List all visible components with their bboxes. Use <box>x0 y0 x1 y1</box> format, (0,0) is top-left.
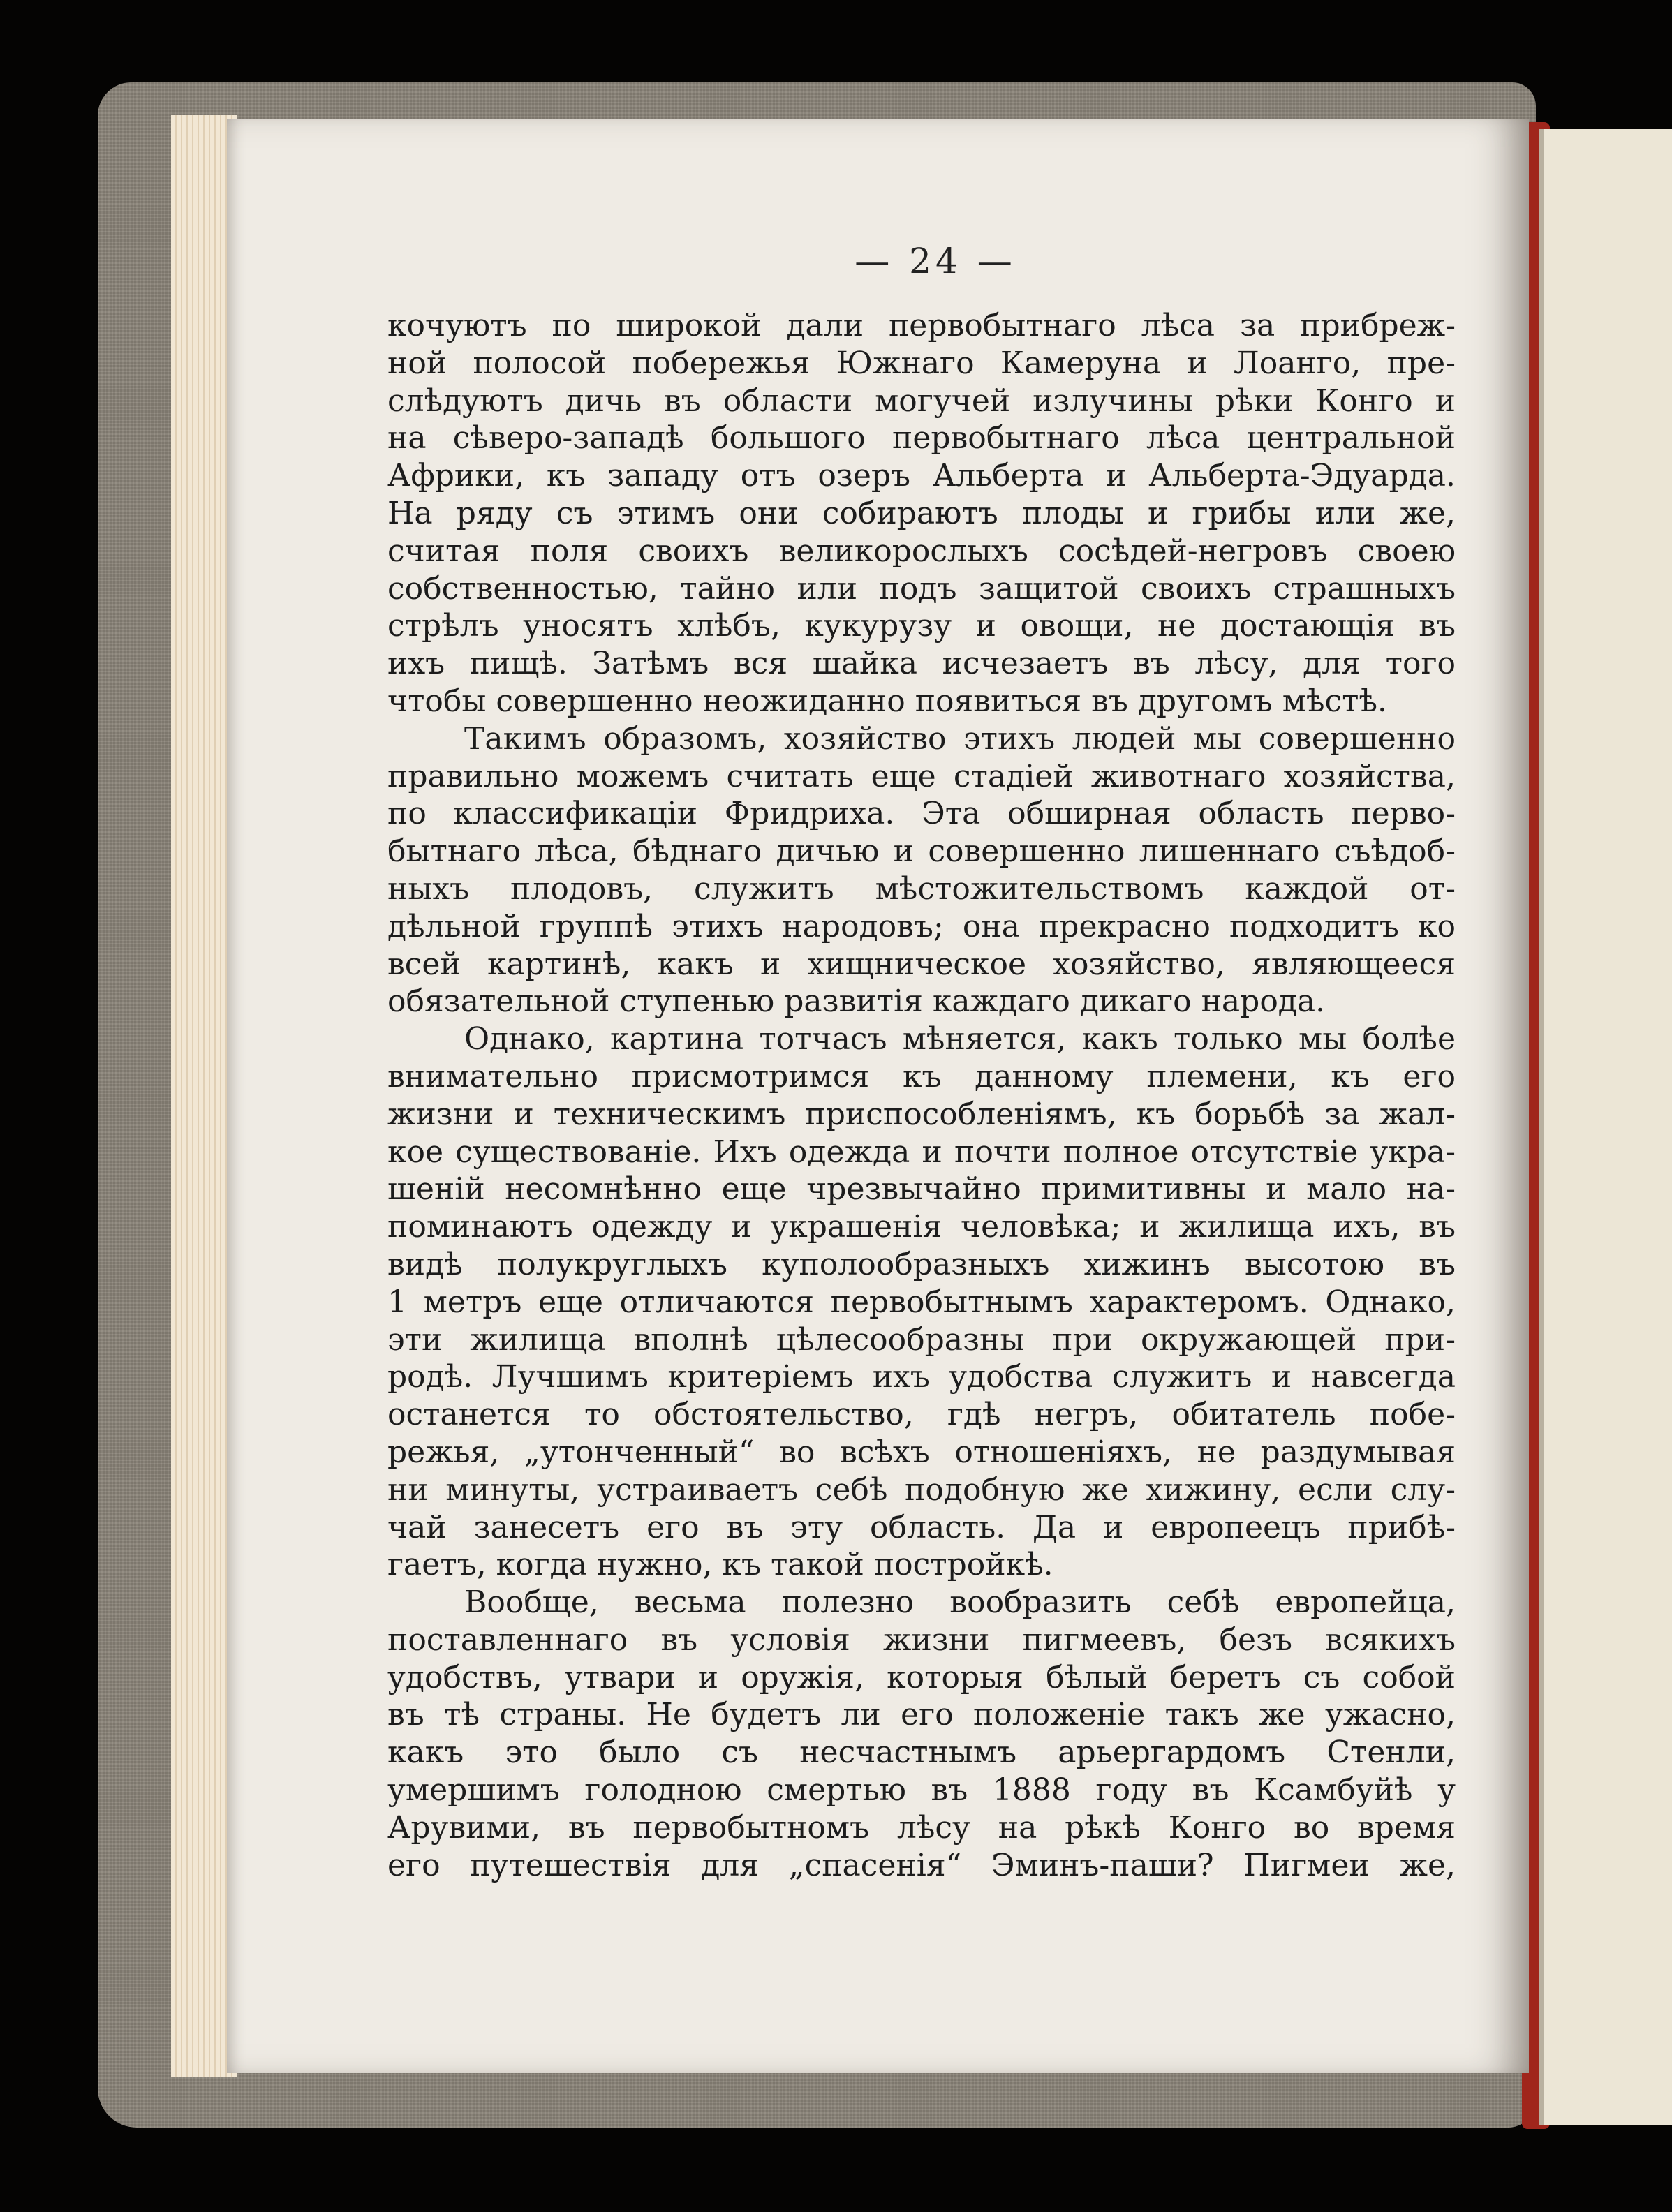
text-line: внимательно присмотримся къ данному племени, къ его <box>387 1058 1456 1094</box>
text-line: слѣдуютъ дичь въ области могучей излучины рѣки Конго и <box>387 383 1456 419</box>
text-line: его путешествія для „спасенія“ Эминъ-паши? Пигмеи же, <box>387 1847 1456 1883</box>
text-line: видѣ полукруглыхъ куполообразныхъ хижинъ высотою въ <box>387 1246 1456 1282</box>
body-text <box>387 307 1456 1884</box>
text-line: Арувими, въ первобытномъ лѣсу на рѣкѣ Конго во время <box>387 1809 1456 1846</box>
text-line: Вообще, весьма полезно вообразить себѣ европейца, <box>464 1584 1456 1621</box>
text-line: поставленнаго въ условія жизни пигмеевъ, безъ всякихъ <box>387 1621 1456 1658</box>
text-line: жизни и техническимъ приспособленіямъ, къ борьбѣ за жал- <box>387 1096 1456 1132</box>
text-line: чай занесетъ его въ эту область. Да и европеецъ прибѣ- <box>387 1509 1456 1545</box>
text-line: какъ это было съ несчастнымъ арьергардомъ Стенли, <box>387 1735 1456 1771</box>
text-line: дѣльной группѣ этихъ народовъ; она прекрасно подходитъ ко <box>387 908 1456 944</box>
text-line: ни минуты, устраиваетъ себѣ подобную же хижину, если слу- <box>387 1471 1456 1508</box>
text-line: ной полосой побережья Южнаго Камеруна и Лоанго, пре- <box>387 345 1456 381</box>
text-line: считая поля своихъ великорослыхъ сосѣдей-негровъ своею <box>387 533 1456 569</box>
text-line: кое существованіе. Ихъ одежда и почти полное отсутствіе укра- <box>387 1134 1456 1170</box>
text-line: бытнаго лѣса, бѣднаго дичью и совершенно лишеннаго съѣдоб- <box>387 833 1456 870</box>
text-line: Такимъ образомъ, хозяйство этихъ людей мы совершенно <box>464 720 1456 757</box>
text-line: умершимъ голодною смертью въ 1888 году въ Ксамбуйѣ у <box>387 1772 1456 1809</box>
text-line: гаетъ, когда нужно, къ такой постройкѣ. <box>387 1547 1053 1583</box>
text-line: удобствъ, утвари и оружія, которыя бѣлый беретъ съ собой <box>387 1659 1456 1695</box>
text-line: Африки, къ западу отъ озеръ Альберта и Альберта-Эдуарда. <box>387 458 1456 494</box>
text-line: родѣ. Лучшимъ критеріемъ ихъ удобства служитъ и навсегда <box>387 1359 1456 1395</box>
text-line: поминаютъ одежду и украшенія человѣка; и жилища ихъ, въ <box>387 1209 1456 1245</box>
text-line: эти жилища вполнѣ цѣлесообразны при окружающей при- <box>387 1321 1456 1358</box>
text-line: останется то обстоятельство, гдѣ негръ, обитатель побе- <box>387 1397 1456 1433</box>
text-line: на сѣверо-западѣ большого первобытнаго лѣса центральной <box>387 420 1456 456</box>
facing-page-edge <box>1539 129 1672 2125</box>
text-line: кочуютъ по широкой дали первобытнаго лѣса за прибреж- <box>387 308 1456 343</box>
text-line: режья, „утонченный“ во всѣхъ отношеніяхъ, не раздумывая <box>387 1434 1456 1470</box>
text-line: шеній несомнѣнно еще чрезвычайно примитивны и мало на- <box>387 1171 1456 1208</box>
text-line: правильно можемъ считать еще стадіей животнаго хозяйства, <box>387 758 1456 794</box>
text-line: На ряду съ этимъ они собираютъ плоды и грибы или же, <box>387 495 1456 531</box>
text-line: всей картинѣ, какъ и хищническое хозяйство, являющееся <box>387 946 1456 982</box>
text-line: Однако, картина тотчасъ мѣняется, какъ только мы болѣе <box>464 1021 1456 1057</box>
text-line: ихъ пищѣ. Затѣмъ вся шайка исчезаетъ въ лѣсу, для того <box>387 646 1456 682</box>
text-line: ныхъ плодовъ, служитъ мѣстожительствомъ каждой от- <box>387 870 1456 907</box>
text-line: въ тѣ страны. Не будетъ ли его положеніе такъ же ужасно, <box>387 1697 1456 1733</box>
page-number: — 24 — <box>855 241 1016 281</box>
text-line: обязательной ступенью развитія каждаго дикаго народа. <box>387 983 1326 1020</box>
text-line: 1 метръ еще отличаются первобытнымъ характеромъ. Однако, <box>387 1284 1456 1320</box>
text-line: стрѣлъ уносятъ хлѣбъ, кукурузу и овощи, не достающія въ <box>387 608 1456 644</box>
text-line: чтобы совершенно неожиданно появиться въ другомъ мѣстѣ. <box>387 683 1387 719</box>
text-line: по классификаціи Фридриха. Эта обширная область перво- <box>387 796 1456 832</box>
text-line: собственностью, тайно или подъ защитой своихъ страшныхъ <box>387 570 1456 607</box>
